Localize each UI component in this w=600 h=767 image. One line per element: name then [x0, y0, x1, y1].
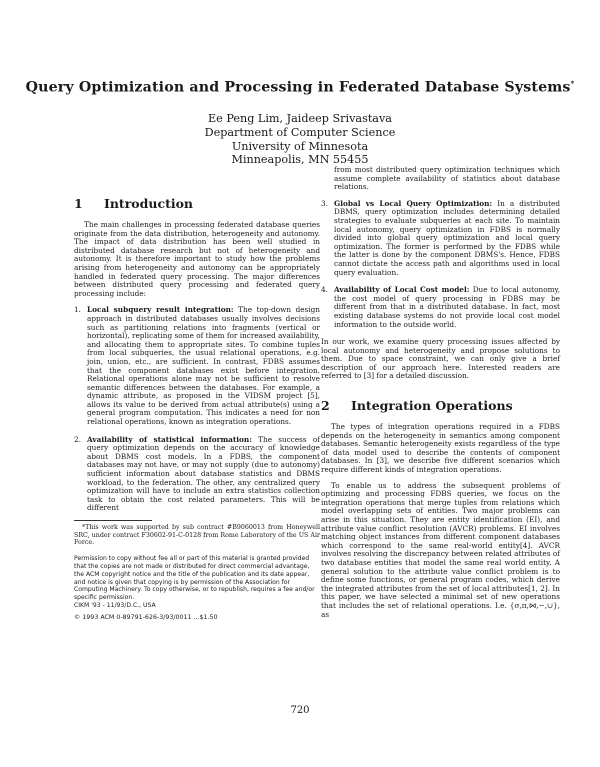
right-column — [321, 166, 560, 619]
section-2-paragraph-2: To enable us to address the subsequent problems of optimizing and processing FDBS queries, we focus on the integration operations that merge tuples from relations which model overlapping sets of entities. Two major problems can arise in this situation. They are entity identification (EI), and attribute value conflict resolution (AVCR) problems. EI involves matching object instances from different component databases which correspond to the same real-world entity[4]. AVCR involves resolving the discrepancy between related attributes of two database entities that model the same real world entity. A general solution to the attribute value conflict problem is to define some functions, or general program codes, which derive the integrated attributes from the set of local attributes[1, 2]. In this paper, we have selected a minimal set of new operations that includes the set of relational operations. I.e. {σ,π,⋈,−,∪}, as — [321, 480, 560, 619]
department: Department of Computer Science — [204, 125, 396, 139]
list-item: 1. Local subquery result integration: The top-down design approach in distributed databases usually involves decisions such as partitioning relations into fragments (vertical or horizontal), replicating some of them for increased availability, and allocating them to appropriate sites. To combine tuples from local subqueries, the usual relational operations, e.g. join, union, etc., are sufficient. In contrast, FDBS assumes that the component databases exist before integration. Relational operations alone may not be sufficient to resolve semantic differences between the databases. For example, a dynamic attribute, as proposed in the VIDSM project [5], allows its value to be derived from actual attribute(s) using a general program computation. This indicates a need for non relational operations, known as integration operations. — [74, 305, 321, 427]
conference-line: CIKM '93 - 11/93/D.C., USA — [74, 602, 156, 610]
section-2-heading: 2 Integration Operations — [321, 398, 513, 414]
footnote: *This work was supported by sub contract #B9060013 from Honeywell SRC, under contract F30602-91-C-0128 from Rome Laboratory of the US Air Force. — [74, 524, 320, 547]
authors: Ee Peng Lim, Jaideep Srivastava — [208, 112, 392, 125]
university: University of Minnesota — [231, 139, 369, 153]
summary-paragraph: In our work, we examine query processing issues affected by local autonomy and heterogeneity and propose solutions to them. Due to space constraint, we can only give a brief description of our approach here. Interested readers are referred to [3] for a detailed discussion. — [321, 337, 560, 381]
section-1-heading: 1 Introduction — [74, 196, 194, 211]
section-2-paragraph-1: The types of integration operations required in a FDBS depends on the heterogeneity in semantics among component databases. Semantic heterogeneity exists regardless of the type of data model used to describe the contents of component databases. In [3], we describe five different scenarios which require different kinds of integration operations. — [321, 422, 560, 475]
permission-notice: Permission to copy without fee all or part of this material is granted provided that the copies are not made or distributed for direct commercial advantage, the ACM copyright notice and the title of the publication and its date appear, and notice is given that copying is by permission of the Association for Computing Machinery. To copy otherwise, or to republish, requires a fee and/or specific permission. — [74, 554, 315, 602]
difference-list — [74, 306, 320, 513]
location: Minneapolis, MN 55455 — [231, 153, 369, 167]
list-item: 3. Global vs Local Query Optimization: In a distributed DBMS, query optimization includes determining detailed strategies to evaluate subqueries at each site. To maintain local autonomy, query optimization in FDBS is normally divided into global query optimization and local query optimization. The former is performed by the FDBS while the latter is done by the component DBMS's. Hence, FDBS cannot dictate the access path and algorithms used in local query evaluation. — [321, 198, 560, 277]
left-column — [74, 196, 320, 621]
difference-list-cont — [321, 200, 560, 329]
copyright-line: © 1993 ACM 0-89791-626-3/93/0011 ...$1.50 — [74, 614, 218, 622]
intro-paragraph: The main challenges in processing federated database queries originate from the data distribution, heterogeneity and autonomy. The impact of data distribution has been well studied in distributed database research but not of heterogeneity and autonomy. It is therefore important to study how the problems arising from heterogeneity and autonomy can be appropriately handled in federated query processing. The major differences between distributed query processing and federated query processing include: — [74, 220, 320, 298]
author-block — [0, 112, 600, 167]
list-item: 4. Availability of Local Cost model: Due to local autonomy, the cost model of query processing in FDBS may be different from that in a distributed database. In fact, most existing database systems do not provide local cost model information to the outside world. — [321, 285, 560, 329]
footnote-rule — [74, 520, 152, 521]
paper-title: Query Optimization and Processing in Federated Database Systems* — [25, 79, 575, 96]
list-item: 2. Availability of statistical information: The success of query optimization depends on the accuracy of knowledge about DBMS cost models. In a FDBS, the component databases may not have, or may not supply (due to autonomy) sufficient information about database statistics and DBMS workload, to the federation. The other, any centralized query optimization will have to include an extra statistics collection task to obtain the cost related parameters. This will be different — [74, 434, 320, 513]
continued-text: from most distributed query optimization techniques which assume complete availability of statistics about database relations. — [334, 165, 560, 192]
page-number: 720 — [290, 705, 310, 716]
